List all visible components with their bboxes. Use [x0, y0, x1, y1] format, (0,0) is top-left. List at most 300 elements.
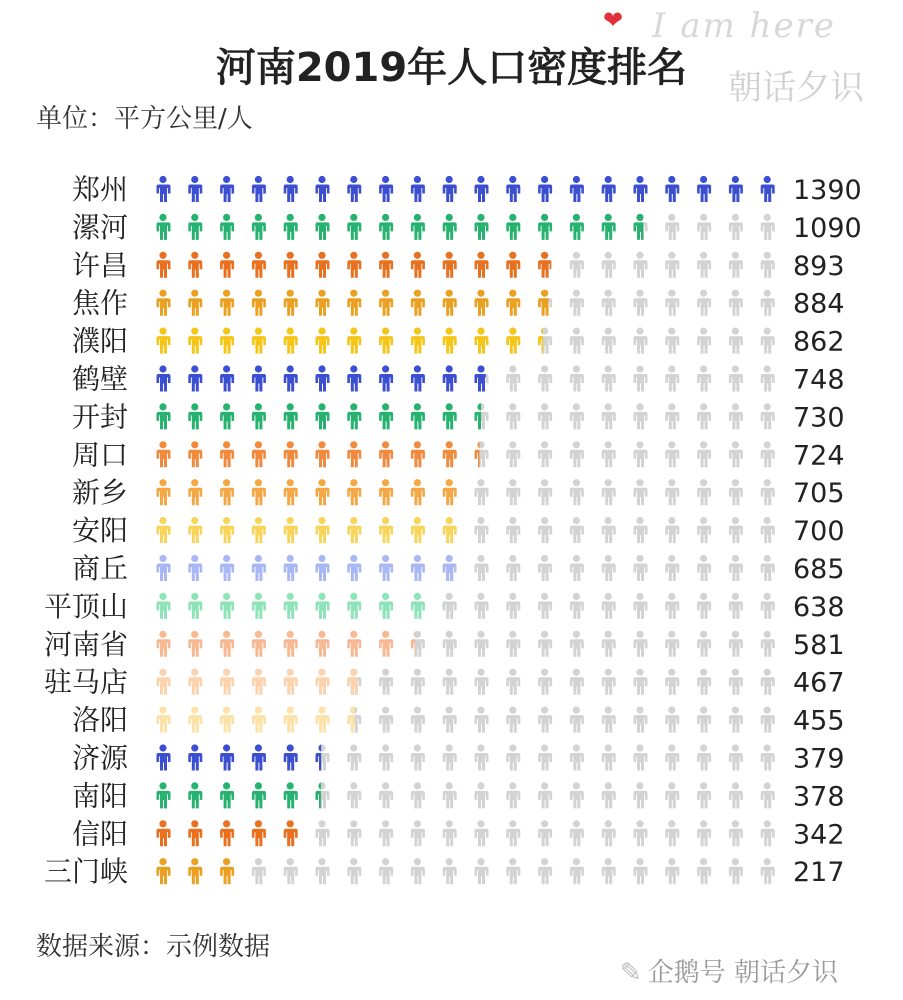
- person-icon: [665, 555, 679, 581]
- person-icon: [443, 782, 457, 808]
- category-label: 商丘: [71, 552, 128, 585]
- person-icon: [475, 517, 489, 543]
- person-icon: [761, 707, 775, 733]
- person-icon: [252, 479, 266, 505]
- person-icon: [697, 858, 711, 884]
- person-icon: [411, 214, 425, 240]
- person-icon: [665, 214, 679, 240]
- chart-row: [44, 855, 845, 888]
- value-label: 1390: [793, 175, 862, 206]
- chart-row: [72, 325, 845, 358]
- person-icon: [634, 820, 648, 846]
- person-icon: [697, 820, 711, 846]
- person-icon: [761, 820, 775, 846]
- category-label: 开封: [71, 400, 128, 434]
- person-icon: [157, 669, 171, 695]
- category-label: 驻马店: [43, 665, 128, 699]
- person-icon: [443, 214, 457, 240]
- person-icon: [347, 365, 361, 391]
- person-icon: [443, 707, 457, 733]
- person-icon: [665, 858, 679, 884]
- person-icon: [538, 744, 552, 770]
- person-icon: [252, 744, 266, 770]
- person-icon: [316, 820, 330, 846]
- person-icon: [538, 669, 552, 695]
- person-icon: [475, 252, 489, 278]
- value-label: 379: [793, 743, 845, 775]
- person-icon: [506, 252, 520, 278]
- person-icon: [761, 555, 775, 581]
- person-icon: [761, 744, 775, 770]
- person-icon: [379, 176, 393, 202]
- person-icon: [729, 782, 743, 808]
- person-icon: [316, 214, 330, 240]
- value-label: 862: [793, 326, 845, 358]
- person-icon: [602, 820, 616, 846]
- value-label: 467: [793, 667, 845, 699]
- unit-label: 单位：平方公里/人: [36, 104, 253, 134]
- person-icon: [506, 441, 520, 467]
- person-icon: [252, 782, 266, 808]
- person-icon: [634, 631, 648, 657]
- person-icon: [443, 290, 457, 316]
- person-icon: [729, 820, 743, 846]
- person-icon: [729, 631, 743, 657]
- person-icon: [188, 707, 202, 733]
- chart-row: [72, 211, 862, 244]
- person-icon: [665, 252, 679, 278]
- person-icon: [538, 365, 552, 391]
- person-icon: [411, 858, 425, 884]
- person-icon: [347, 214, 361, 240]
- person-icon: [538, 517, 552, 543]
- person-icon: [538, 176, 552, 202]
- person-icon: [761, 252, 775, 278]
- person-icon: [697, 328, 711, 354]
- person-icon: [602, 707, 616, 733]
- person-icon: [316, 479, 330, 505]
- person-icon: [284, 858, 298, 884]
- person-icon: [316, 593, 330, 619]
- person-icon: [379, 252, 393, 278]
- person-icon: [252, 820, 266, 846]
- person-icon: [602, 858, 616, 884]
- person-icon: [761, 365, 775, 391]
- person-icon: [634, 328, 648, 354]
- person-icon: [443, 365, 457, 391]
- person-icon: [188, 441, 202, 467]
- person-icon: [157, 631, 171, 657]
- person-icon: [634, 403, 648, 429]
- person-icon: [347, 555, 361, 581]
- person-icon: [506, 403, 520, 429]
- person-icon: [665, 669, 679, 695]
- person-icon: [252, 328, 266, 354]
- person-icon: [538, 593, 552, 619]
- person-icon: [284, 820, 298, 846]
- person-icon: [347, 517, 361, 543]
- person-icon: [188, 820, 202, 846]
- person-icon: [665, 517, 679, 543]
- person-icon: [157, 176, 171, 202]
- person-icon: [729, 669, 743, 695]
- person-icon: [379, 403, 393, 429]
- person-icon: [252, 252, 266, 278]
- person-icon: [411, 176, 425, 202]
- person-icon: [697, 479, 711, 505]
- person-icon: [220, 441, 234, 467]
- category-label: 漯河: [71, 210, 128, 244]
- person-icon: [220, 593, 234, 619]
- person-icon: [729, 517, 743, 543]
- value-label: 884: [793, 288, 845, 320]
- person-icon: [538, 707, 552, 733]
- person-icon: [347, 744, 361, 770]
- person-icon: [379, 555, 393, 581]
- person-icon: [220, 328, 234, 354]
- person-icon: [602, 479, 616, 505]
- person-icon: [284, 744, 298, 770]
- person-icon: [602, 290, 616, 316]
- person-icon: [411, 441, 425, 467]
- person-icon: [634, 214, 648, 240]
- person-icon: [443, 744, 457, 770]
- value-label: 705: [793, 478, 845, 510]
- person-icon: [475, 365, 489, 391]
- person-icon: [157, 252, 171, 278]
- person-icon: [347, 328, 361, 354]
- person-icon: [284, 290, 298, 316]
- person-icon: [538, 555, 552, 581]
- person-icon: [665, 328, 679, 354]
- value-label: 685: [793, 554, 845, 585]
- person-icon: [475, 403, 489, 429]
- person-icon: [634, 858, 648, 884]
- value-label: 1090: [793, 212, 862, 244]
- person-icon: [347, 707, 361, 733]
- value-label: 730: [793, 402, 845, 434]
- person-icon: [570, 669, 584, 695]
- person-icon: [188, 365, 202, 391]
- person-icon: [252, 365, 266, 391]
- person-icon: [475, 214, 489, 240]
- person-icon: [697, 365, 711, 391]
- person-icon: [379, 669, 393, 695]
- chart-row: [72, 779, 845, 812]
- person-icon: [634, 782, 648, 808]
- person-icon: [538, 328, 552, 354]
- person-icon: [506, 555, 520, 581]
- watermark-brand: 朝话夕识: [728, 68, 864, 108]
- person-icon: [665, 782, 679, 808]
- person-icon: [634, 290, 648, 316]
- person-icon: [347, 631, 361, 657]
- person-icon: [761, 176, 775, 202]
- person-icon: [602, 328, 616, 354]
- person-icon: [570, 593, 584, 619]
- person-icon: [506, 593, 520, 619]
- person-icon: [665, 176, 679, 202]
- chart-row: [72, 704, 845, 737]
- person-icon: [379, 744, 393, 770]
- person-icon: [252, 669, 266, 695]
- pen-icon: ✎: [620, 958, 642, 988]
- person-icon: [316, 858, 330, 884]
- person-icon: [220, 669, 234, 695]
- person-icon: [188, 252, 202, 278]
- person-icon: [538, 820, 552, 846]
- watermark-script: I am here: [652, 6, 836, 46]
- chart-row: [72, 363, 845, 396]
- person-icon: [506, 669, 520, 695]
- person-icon: [475, 744, 489, 770]
- person-icon: [665, 593, 679, 619]
- person-icon: [665, 820, 679, 846]
- chart-row: [72, 438, 845, 471]
- category-label: 河南省: [43, 627, 128, 661]
- category-label: 郑州: [71, 173, 128, 206]
- person-icon: [506, 176, 520, 202]
- person-icon: [665, 365, 679, 391]
- person-icon: [252, 858, 266, 884]
- person-icon: [379, 365, 393, 391]
- person-icon: [220, 252, 234, 278]
- person-icon: [188, 593, 202, 619]
- person-icon: [634, 744, 648, 770]
- person-icon: [602, 176, 616, 202]
- person-icon: [157, 441, 171, 467]
- person-icon: [602, 631, 616, 657]
- person-icon: [729, 252, 743, 278]
- person-icon: [570, 517, 584, 543]
- person-icon: [570, 479, 584, 505]
- person-icon: [220, 479, 234, 505]
- person-icon: [157, 365, 171, 391]
- person-icon: [729, 479, 743, 505]
- person-icon: [347, 858, 361, 884]
- person-icon: [602, 669, 616, 695]
- category-label: 周口: [71, 438, 128, 472]
- person-icon: [379, 517, 393, 543]
- person-icon: [665, 403, 679, 429]
- category-label: 焦作: [71, 286, 128, 320]
- person-icon: [761, 214, 775, 240]
- category-label: 新乡: [71, 476, 128, 510]
- watermark-bottom: [620, 952, 838, 989]
- person-icon: [316, 403, 330, 429]
- person-icon: [379, 707, 393, 733]
- value-label: 638: [793, 591, 845, 623]
- person-icon: [316, 631, 330, 657]
- value-label: 893: [793, 250, 845, 282]
- person-icon: [284, 555, 298, 581]
- person-icon: [538, 403, 552, 429]
- chart-row: [72, 400, 845, 433]
- person-icon: [761, 479, 775, 505]
- category-label: 安阳: [71, 514, 128, 548]
- person-icon: [475, 555, 489, 581]
- person-icon: [443, 176, 457, 202]
- person-icon: [316, 176, 330, 202]
- person-icon: [570, 328, 584, 354]
- person-icon: [729, 403, 743, 429]
- person-icon: [602, 782, 616, 808]
- person-icon: [252, 555, 266, 581]
- person-icon: [697, 631, 711, 657]
- person-icon: [443, 669, 457, 695]
- person-icon: [443, 517, 457, 543]
- person-icon: [220, 214, 234, 240]
- person-icon: [634, 365, 648, 391]
- person-icon: [220, 555, 234, 581]
- person-icon: [188, 782, 202, 808]
- person-icon: [443, 328, 457, 354]
- person-icon: [506, 707, 520, 733]
- person-icon: [475, 593, 489, 619]
- person-icon: [379, 290, 393, 316]
- person-icon: [443, 631, 457, 657]
- person-icon: [411, 707, 425, 733]
- person-icon: [347, 176, 361, 202]
- person-icon: [538, 214, 552, 240]
- category-label: 三门峡: [43, 855, 128, 889]
- person-icon: [570, 252, 584, 278]
- chart-row: [72, 552, 845, 585]
- person-icon: [729, 707, 743, 733]
- person-icon: [252, 403, 266, 429]
- person-icon: [506, 479, 520, 505]
- person-icon: [411, 252, 425, 278]
- person-icon: [284, 328, 298, 354]
- person-icon: [538, 631, 552, 657]
- person-icon: [411, 328, 425, 354]
- person-icon: [316, 252, 330, 278]
- person-icon: [252, 707, 266, 733]
- person-icon: [316, 669, 330, 695]
- person-icon: [220, 707, 234, 733]
- person-icon: [220, 176, 234, 202]
- person-icon: [411, 744, 425, 770]
- person-icon: [284, 631, 298, 657]
- person-icon: [506, 290, 520, 316]
- person-icon: [570, 820, 584, 846]
- person-icon: [634, 176, 648, 202]
- person-icon: [697, 782, 711, 808]
- category-label: 濮阳: [71, 324, 128, 358]
- person-icon: [602, 214, 616, 240]
- person-icon: [157, 328, 171, 354]
- person-icon: [220, 365, 234, 391]
- person-icon: [252, 290, 266, 316]
- chart-row: [72, 249, 845, 282]
- person-icon: [475, 176, 489, 202]
- chart-row: [44, 666, 845, 699]
- person-icon: [411, 669, 425, 695]
- value-label: 217: [793, 857, 845, 889]
- category-label: 济源: [71, 741, 128, 775]
- chart-row: [72, 742, 845, 775]
- person-icon: [761, 782, 775, 808]
- person-icon: [379, 214, 393, 240]
- person-icon: [665, 744, 679, 770]
- person-icon: [188, 214, 202, 240]
- person-icon: [570, 744, 584, 770]
- person-icon: [602, 252, 616, 278]
- person-icon: [729, 290, 743, 316]
- person-icon: [188, 290, 202, 316]
- person-icon: [506, 328, 520, 354]
- person-icon: [729, 593, 743, 619]
- value-label: 378: [793, 781, 845, 813]
- person-icon: [634, 517, 648, 543]
- value-label: 700: [793, 516, 845, 548]
- person-icon: [157, 517, 171, 543]
- person-icon: [634, 252, 648, 278]
- chart-row: [72, 173, 862, 206]
- person-icon: [411, 517, 425, 543]
- person-icon: [157, 214, 171, 240]
- value-label: 581: [793, 629, 845, 661]
- person-icon: [347, 820, 361, 846]
- person-icon: [316, 782, 330, 808]
- person-icon: [665, 441, 679, 467]
- person-icon: [570, 555, 584, 581]
- person-icon: [220, 858, 234, 884]
- person-icon: [570, 176, 584, 202]
- person-icon: [538, 782, 552, 808]
- person-icon: [316, 290, 330, 316]
- person-icon: [761, 593, 775, 619]
- person-icon: [761, 517, 775, 543]
- person-icon: [188, 744, 202, 770]
- person-icon: [411, 820, 425, 846]
- person-icon: [284, 176, 298, 202]
- person-icon: [570, 403, 584, 429]
- person-icon: [475, 479, 489, 505]
- person-icon: [602, 593, 616, 619]
- person-icon: [188, 517, 202, 543]
- person-icon: [761, 328, 775, 354]
- person-icon: [475, 669, 489, 695]
- person-icon: [379, 479, 393, 505]
- person-icon: [220, 782, 234, 808]
- person-icon: [252, 441, 266, 467]
- person-icon: [697, 669, 711, 695]
- person-icon: [379, 631, 393, 657]
- person-icon: [665, 631, 679, 657]
- person-icon: [697, 441, 711, 467]
- person-icon: [284, 403, 298, 429]
- person-icon: [729, 328, 743, 354]
- person-icon: [506, 517, 520, 543]
- person-icon: [729, 365, 743, 391]
- person-icon: [252, 517, 266, 543]
- person-icon: [316, 328, 330, 354]
- person-icon: [506, 858, 520, 884]
- person-icon: [761, 669, 775, 695]
- person-icon: [188, 176, 202, 202]
- person-icon: [697, 555, 711, 581]
- person-icon: [634, 555, 648, 581]
- person-icon: [284, 593, 298, 619]
- person-icon: [157, 782, 171, 808]
- person-icon: [316, 365, 330, 391]
- person-icon: [157, 858, 171, 884]
- person-icon: [220, 631, 234, 657]
- person-icon: [379, 820, 393, 846]
- person-icon: [697, 744, 711, 770]
- person-icon: [697, 593, 711, 619]
